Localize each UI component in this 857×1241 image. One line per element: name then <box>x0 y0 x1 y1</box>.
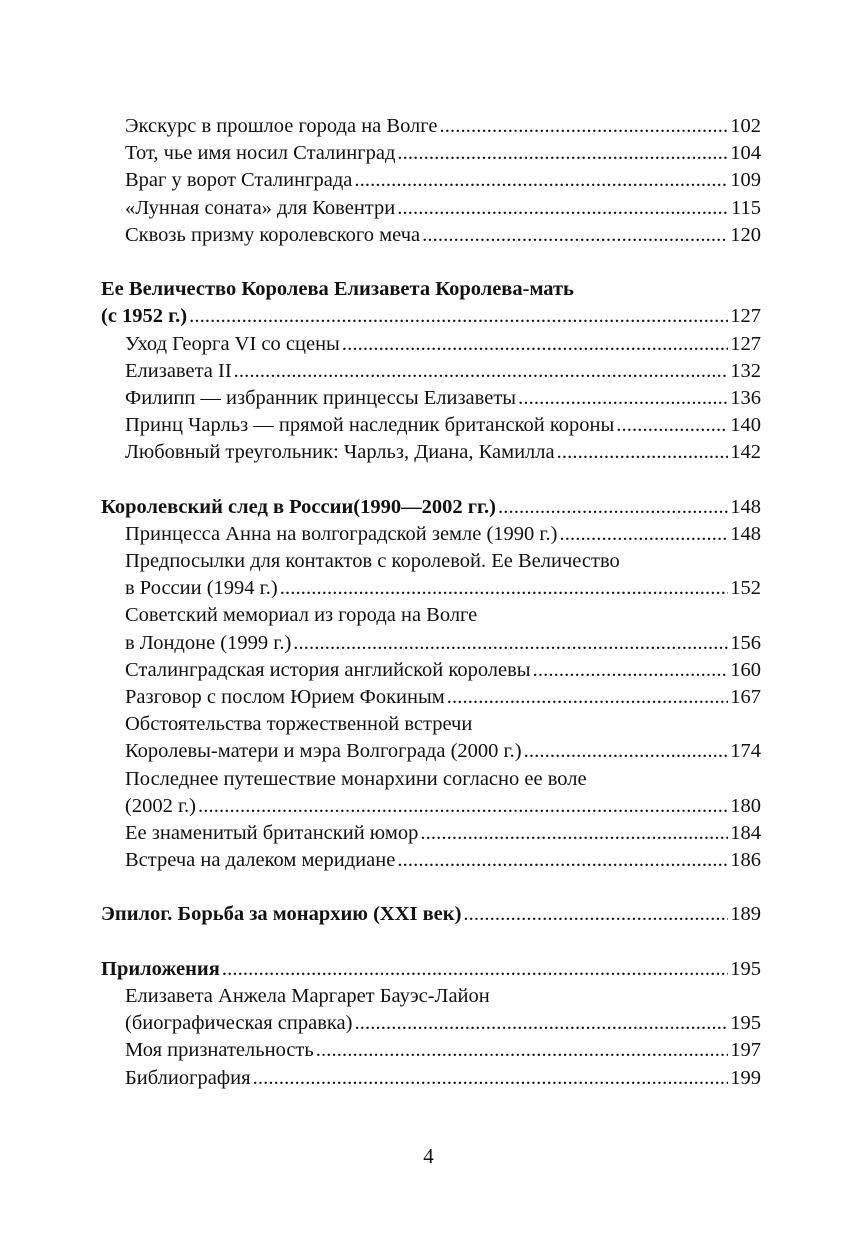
dot-leader <box>463 901 728 928</box>
dot-leader <box>342 331 728 358</box>
dot-leader <box>518 385 728 412</box>
toc-entry-page: 184 <box>730 821 761 844</box>
toc-entry-page: 160 <box>730 658 761 681</box>
toc-entry-page: 136 <box>730 386 761 409</box>
toc-entry-title: Враг у ворот Сталинграда <box>125 169 353 192</box>
dot-leader <box>440 113 729 140</box>
toc-entry-title: в Лондоне (1999 г.) <box>125 631 292 654</box>
toc-entry-title: Филипп — избранник принцессы Елизаветы <box>125 386 517 409</box>
dot-leader <box>316 1037 729 1064</box>
toc-entry[interactable] <box>101 1037 761 1064</box>
dot-leader <box>189 303 728 330</box>
toc-entry[interactable] <box>101 167 761 194</box>
toc-entry-title: (2002 г.) <box>125 794 196 817</box>
toc-entry[interactable] <box>101 738 761 765</box>
section-heading[interactable] <box>101 956 761 983</box>
section-spacer <box>101 466 761 493</box>
toc-entry-title: Сквозь призму королевского меча <box>125 223 421 246</box>
toc-entry-page: 156 <box>730 631 761 654</box>
toc-entry-page: 180 <box>730 794 761 817</box>
toc-entry-title: Елизавета II <box>125 359 232 382</box>
section-heading[interactable] <box>101 494 761 521</box>
toc-entry[interactable] <box>101 1065 761 1092</box>
toc-entry-first-line[interactable]: Елизавета Анжела Маргарет Бауэс-Лайон <box>125 985 490 1007</box>
toc-entry-page: 195 <box>730 1012 761 1035</box>
dot-leader <box>198 793 728 820</box>
toc-entry-title: Моя признательность <box>125 1039 314 1062</box>
toc-entry[interactable] <box>101 684 761 711</box>
toc-entry[interactable] <box>101 575 761 602</box>
dot-leader <box>253 1065 729 1092</box>
toc-entry-title: Сталинградская история английской королевы <box>125 658 531 681</box>
toc-entry-page: 102 <box>730 115 761 137</box>
toc-entry[interactable] <box>101 385 761 412</box>
toc-entry-first-line[interactable]: Советский мемориал из города на Волге <box>125 604 478 627</box>
toc-entry-title: Любовный треугольник: Чарльз, Диана, Камилла <box>125 441 555 464</box>
toc-entry-page: 152 <box>730 577 761 600</box>
toc-entry[interactable] <box>101 222 761 249</box>
section-heading[interactable] <box>101 901 761 928</box>
toc-entry-page: 142 <box>730 441 761 464</box>
toc-entry-page: 148 <box>730 495 761 518</box>
toc-entry-title: Ее знаменитый британский юмор <box>125 821 419 844</box>
dot-leader <box>354 1010 728 1037</box>
toc-entry[interactable] <box>101 657 761 684</box>
toc-entry[interactable] <box>101 140 761 167</box>
dot-leader <box>616 412 728 439</box>
dot-leader <box>557 439 729 466</box>
dot-leader <box>280 575 729 602</box>
toc-entry-page: 104 <box>730 142 761 165</box>
toc-entry-title: Разговор с послом Юрием Фокиным <box>125 685 445 708</box>
dot-leader <box>533 657 729 684</box>
dot-leader <box>422 222 728 249</box>
page-number: 4 <box>423 1144 434 1168</box>
toc-entry-title: Приложения <box>101 957 220 980</box>
toc-entry[interactable] <box>101 793 761 820</box>
toc-entry-title: Библиография <box>125 1066 251 1089</box>
dot-leader <box>498 494 728 521</box>
section-spacer <box>101 874 761 901</box>
toc-entry-first-line[interactable]: Обстоятельства торжественной встречи <box>125 713 473 736</box>
toc-entry-title: Принц Чарльз — прямой наследник британской короны <box>125 414 615 437</box>
toc-entry[interactable] <box>101 331 761 358</box>
dot-leader <box>354 167 728 194</box>
toc-entry[interactable] <box>101 195 761 222</box>
toc-entry-title: Королевский след в России(1990—2002 гг.) <box>101 495 496 518</box>
toc-entry[interactable] <box>101 358 761 385</box>
toc-entry-page: 199 <box>730 1066 761 1089</box>
dot-leader <box>293 630 728 657</box>
toc-entry-first-line[interactable]: Последнее путешествие монархини согласно ее воле <box>125 767 587 790</box>
toc-entry-title: в России (1994 г.) <box>125 577 278 600</box>
toc-entry-page: 167 <box>730 685 761 708</box>
toc-entry-page: 189 <box>730 903 761 926</box>
toc-entry-title: (с 1952 г.) <box>101 305 188 328</box>
toc-entry-page: 197 <box>730 1039 761 1062</box>
dot-leader <box>397 847 728 874</box>
dot-leader <box>447 684 729 711</box>
dot-leader <box>397 140 728 167</box>
toc-entry-first-line[interactable]: Предпосылки для контактов с королевой. Ее Величество <box>125 550 620 572</box>
toc-entry[interactable] <box>101 521 761 548</box>
section-spacer <box>101 249 761 276</box>
toc-entry-title: Эпилог. Борьба за монархию (XXI век) <box>101 903 462 926</box>
toc-entry-page: 115 <box>731 196 761 219</box>
toc-entry-page: 140 <box>730 414 761 437</box>
toc-entry-page: 186 <box>730 849 761 872</box>
dot-leader <box>397 195 729 222</box>
toc-entry[interactable] <box>101 412 761 439</box>
toc-entry-page: 195 <box>730 957 761 980</box>
toc-entry-page: 120 <box>730 223 761 246</box>
toc-entry-title: Тот, чье имя носил Сталинград <box>125 142 396 165</box>
section-heading[interactable]: Ее Величество Королева Елизавета Королева-мать <box>101 278 574 301</box>
toc-entry-page: 127 <box>730 305 761 328</box>
table-of-contents <box>101 113 761 1092</box>
toc-entry[interactable] <box>101 630 761 657</box>
toc-entry-title: «Лунная соната» для Ковентри <box>125 196 396 219</box>
toc-entry-page: 174 <box>730 740 761 763</box>
toc-entry[interactable] <box>101 1010 761 1037</box>
toc-entry-title: Принцесса Анна на волгоградской земле (1990 г.) <box>125 522 558 545</box>
toc-entry[interactable] <box>101 439 761 466</box>
toc-entry-page: 109 <box>730 169 761 192</box>
dot-leader <box>234 358 729 385</box>
toc-entry-page: 132 <box>730 359 761 382</box>
toc-entry[interactable] <box>101 847 761 874</box>
toc-entry-title: Уход Георга VI со сцены <box>125 332 340 355</box>
dot-leader <box>524 738 729 765</box>
toc-entry-page: 148 <box>730 522 761 545</box>
toc-entry-title: Экскурс в прошлое города на Волге <box>125 115 438 137</box>
toc-entry-page: 127 <box>730 332 761 355</box>
section-spacer <box>101 929 761 956</box>
dot-leader <box>420 820 728 847</box>
dot-leader <box>559 521 728 548</box>
section-heading-continued[interactable] <box>101 303 761 330</box>
toc-entry[interactable] <box>101 820 761 847</box>
dot-leader <box>222 956 728 983</box>
toc-entry[interactable] <box>101 113 761 140</box>
toc-entry-title: (биографическая справка) <box>125 1012 353 1035</box>
toc-entry-title: Встреча на далеком меридиане <box>125 849 396 872</box>
toc-entry-title: Королевы-матери и мэра Волгограда (2000 г.) <box>125 740 522 763</box>
